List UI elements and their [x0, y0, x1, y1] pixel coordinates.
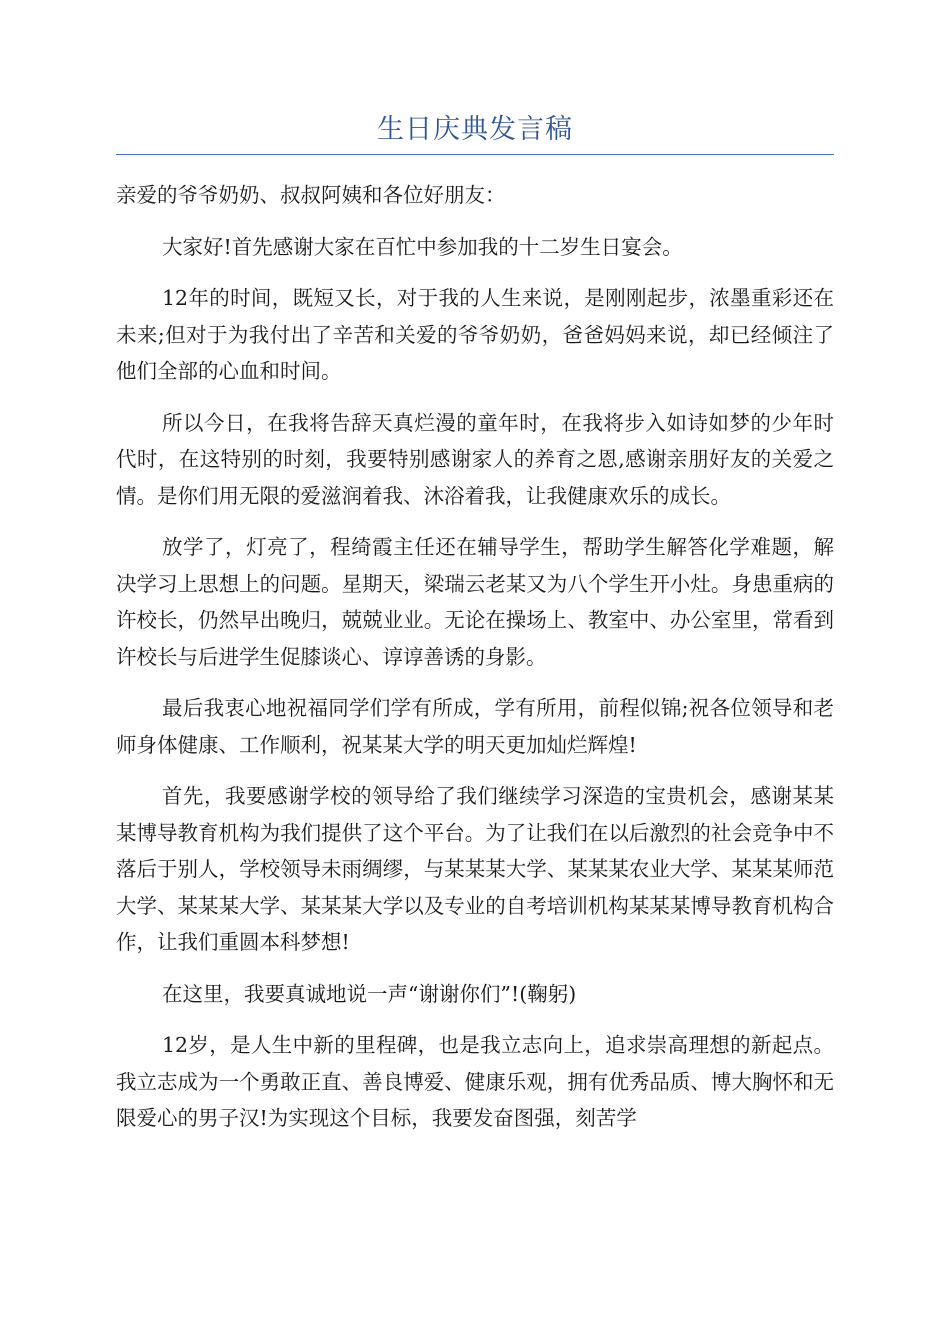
greeting-paragraph: 大家好!首先感谢大家在百忙中参加我的十二岁生日宴会。 — [162, 234, 683, 259]
body-paragraph: 首先，我要感谢学校的领导给了我们继续学习深造的宝贵机会，感谢某某某博导教育机构为我们提供了这个平台。为了让我们在以后激烈的社会竞争中不落后于别人，学校领导未雨绸缪，与某某某大学、某某某农业大学、某某某师范大学、某某某大学、某某某大学以及专业的自考培训机构某某某博导教育机构合作，让我们重圆本科梦想! — [116, 784, 834, 954]
body-paragraph: 在这里，我要真诚地说一声“谢谢你们”!(鞠躬) — [162, 981, 577, 1006]
body-paragraph: 12年的时间，既短又长，对于我的人生来说，是刚刚起步，浓墨重彩还在未来;但对于为我付出了辛苦和关爱的爷爷奶奶，爸爸妈妈来说，却已经倾注了他们全部的心血和时间。 — [116, 286, 834, 383]
title-underline — [116, 154, 834, 155]
salutation-paragraph: 亲爱的爷爷奶奶、叔叔阿姨和各位好朋友： — [116, 183, 506, 207]
body-paragraph: 所以今日，在我将告辞天真烂漫的童年时，在我将步入如诗如梦的少年时代时，在这特别的时刻，我要特别感谢家人的养育之恩,感谢亲朋好友的关爱之情。是你们用无限的爱滋润着我、沐浴着我，让我健康欢乐的成长。 — [116, 410, 834, 508]
body-paragraph: 最后我衷心地祝福同学们学有所成，学有所用，前程似锦;祝各位领导和老师身体健康、工作顺利，祝某某大学的明天更加灿烂辉煌! — [116, 696, 834, 757]
body-paragraph: 放学了，灯亮了，程绮霞主任还在辅导学生，帮助学生解答化学难题，解决学习上思想上的问题。星期天，梁瑞云老某又为八个学生开小灶。身患重病的许校长，仍然早出晚归，兢兢业业。无论在操场上、教室中、办公室里，常看到许校长与后进学生促膝谈心、谆谆善诱的身影。 — [116, 535, 834, 669]
document-title: 生日庆典发言稿 — [377, 114, 573, 145]
body-paragraph: 12岁，是人生中新的里程碑，也是我立志向上，追求崇高理想的新起点。我立志成为一个勇敢正直、善良博爱、健康乐观，拥有优秀品质、博大胸怀和无限爱心的男子汉!为实现这个目标，我要发奋图强，刻苦学 — [116, 1033, 834, 1130]
document-body — [116, 177, 834, 1152]
